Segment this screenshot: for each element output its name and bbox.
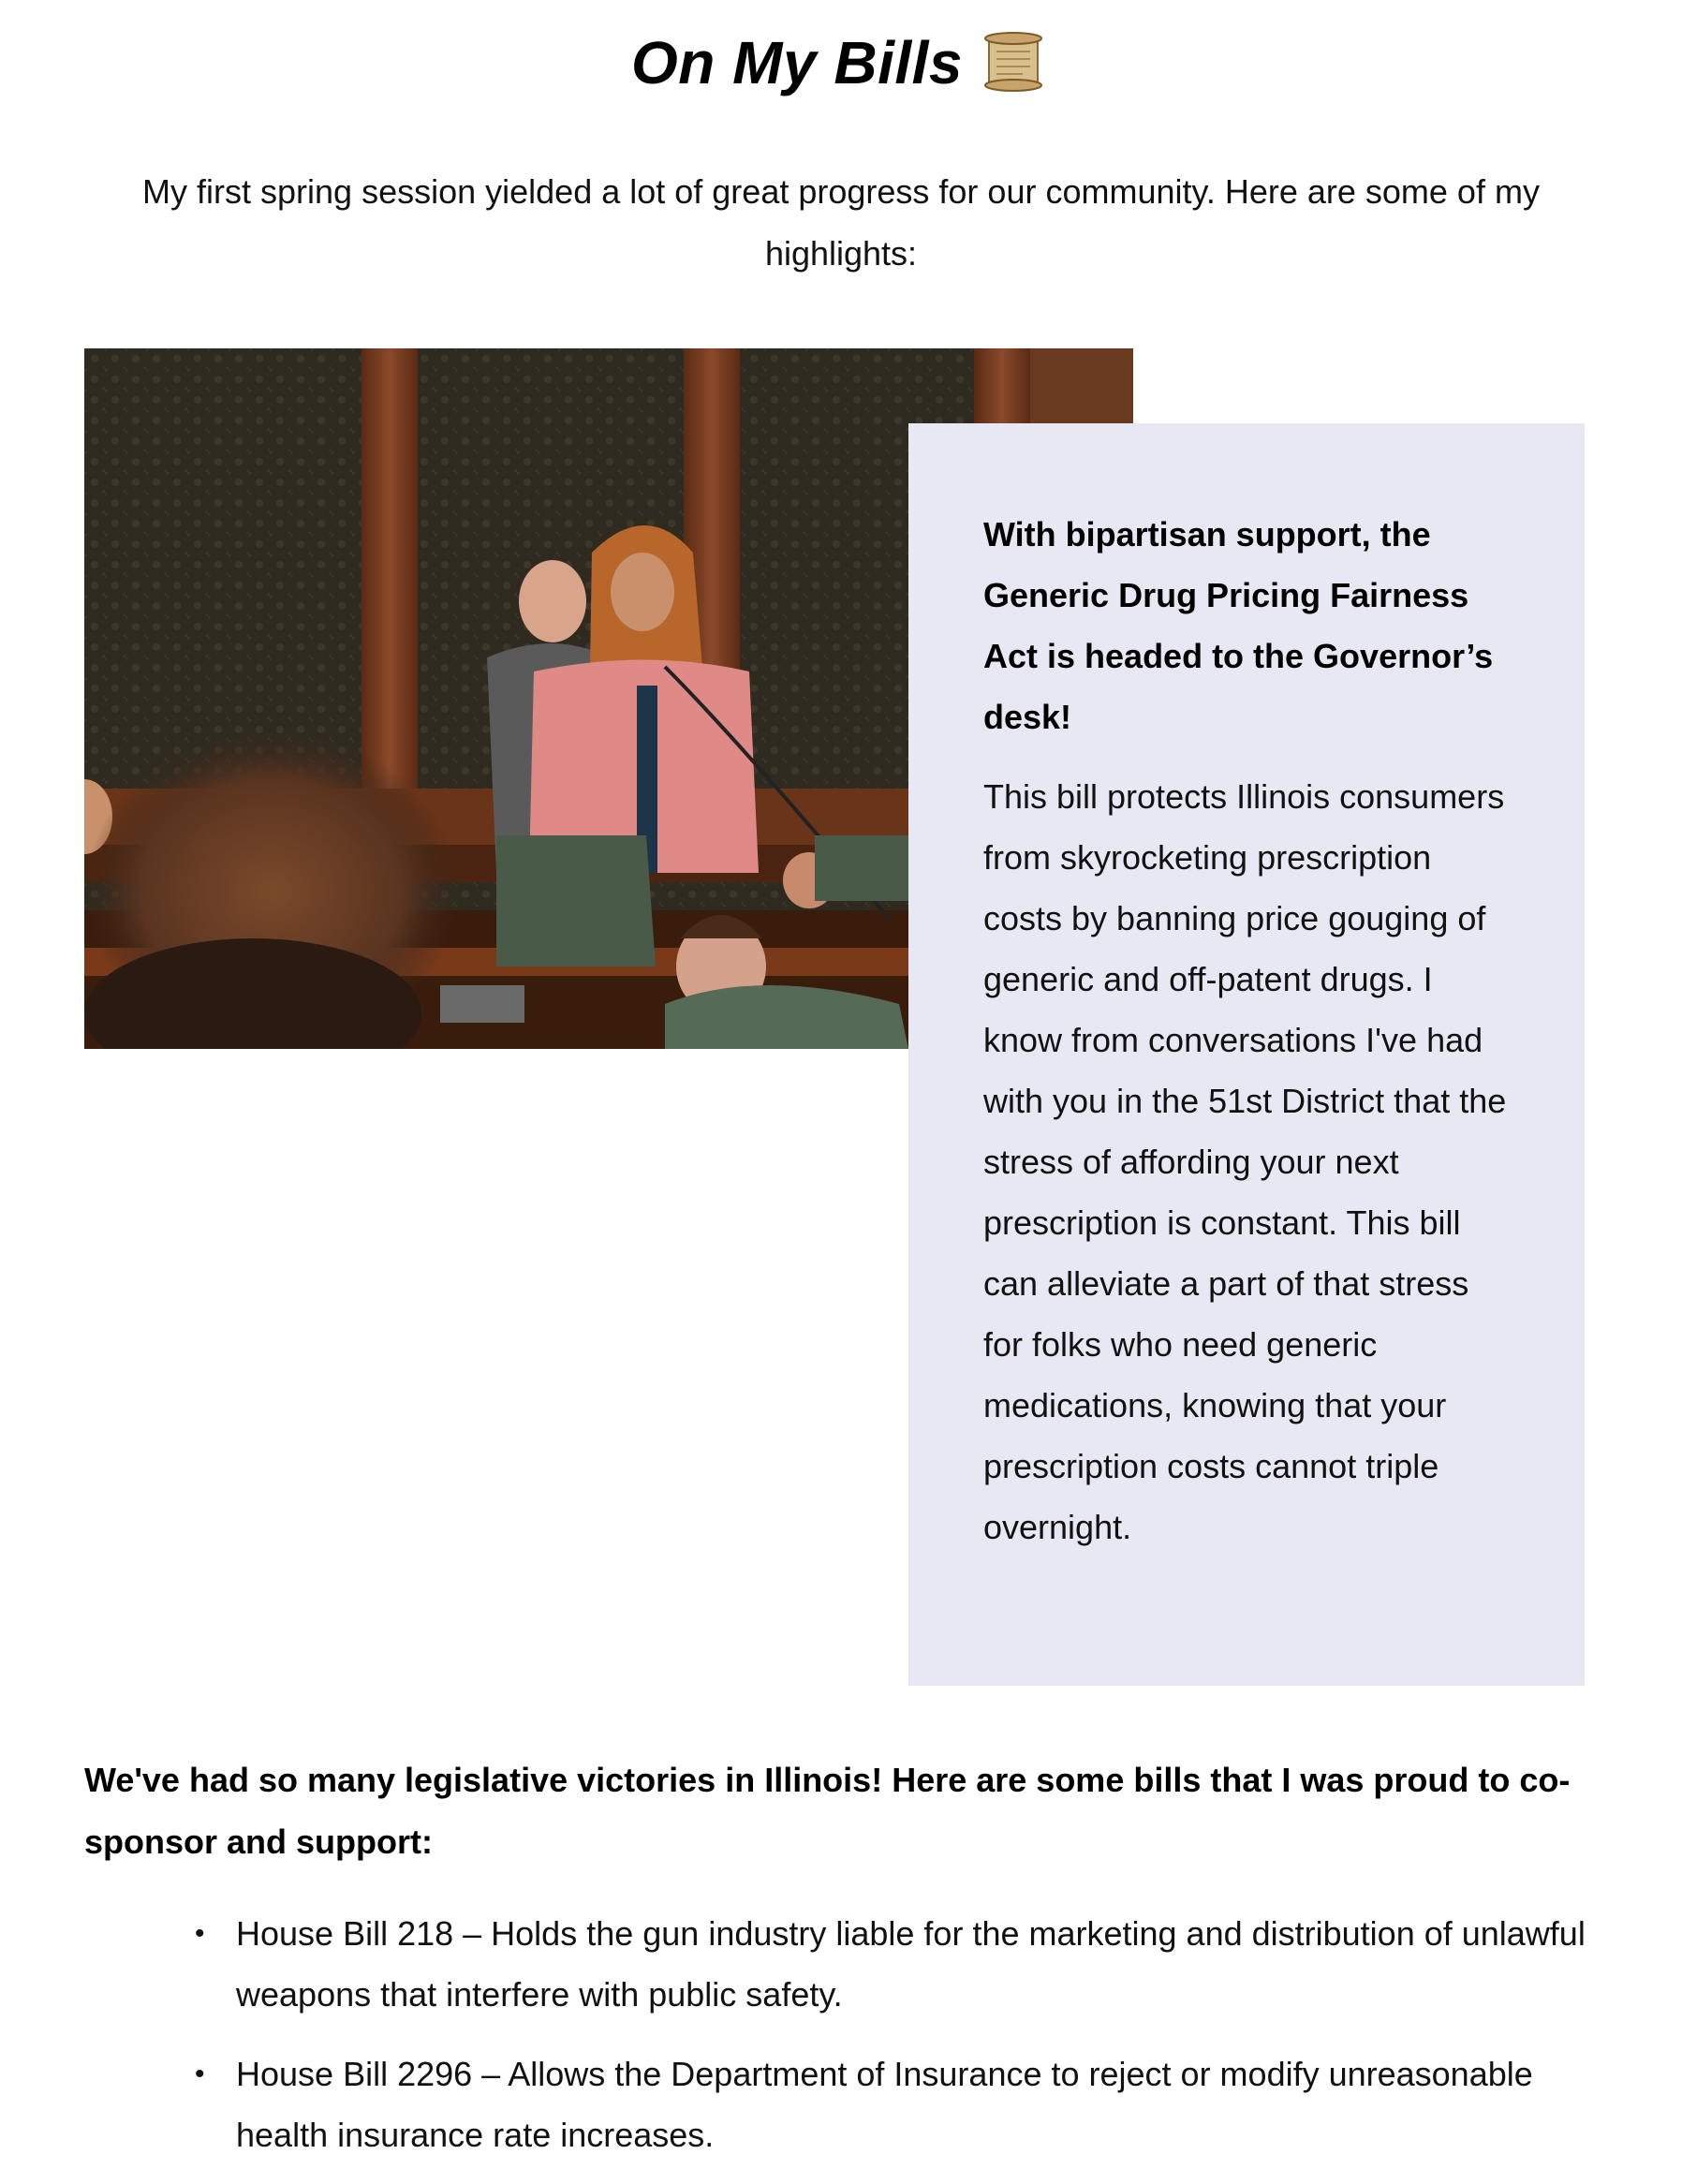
scroll-icon: [976, 30, 1051, 114]
callout-heading: With bipartisan support, the Generic Drug Pricing Fairness Act is headed to the Governor’s desk!: [983, 515, 1494, 736]
bullet-icon: •: [195, 2059, 205, 2089]
list-item: [184, 2044, 1607, 2165]
callout-body: This bill protects Illinois consumers from skyrocketing prescription costs by banning price gouging of generic and off-patent drugs. I know from conversations I've had with you in the 51st District that the stress of affording your next prescription is constant. This bill can alleviate a part of that stress for folks who need generic medications, knowing that your prescription costs cannot triple overnight.: [983, 777, 1507, 1546]
bill-highlight-callout: [908, 423, 1585, 1686]
intro-paragraph: My first spring session yielded a lot of great progress for our community. Here are some of my highlights:: [142, 172, 1540, 273]
bill-list: [184, 1903, 1607, 2184]
bullet-icon: •: [195, 1918, 205, 1949]
bill-text: House Bill 2296 – Allows the Department of Insurance to reject or modify unreasonable health insurance rate increases.: [236, 2055, 1533, 2154]
victories-intro: We've had so many legislative victories in Illinois! Here are some bills that I was proud to co-sponsor and support:: [84, 1761, 1571, 1861]
page-title: [0, 21, 1682, 114]
title-text: On My Bills: [631, 29, 963, 96]
bill-text: House Bill 218 – Holds the gun industry liable for the marketing and distribution of unlawful weapons that interfere with public safety.: [236, 1914, 1586, 2014]
list-item: [184, 1903, 1607, 2025]
